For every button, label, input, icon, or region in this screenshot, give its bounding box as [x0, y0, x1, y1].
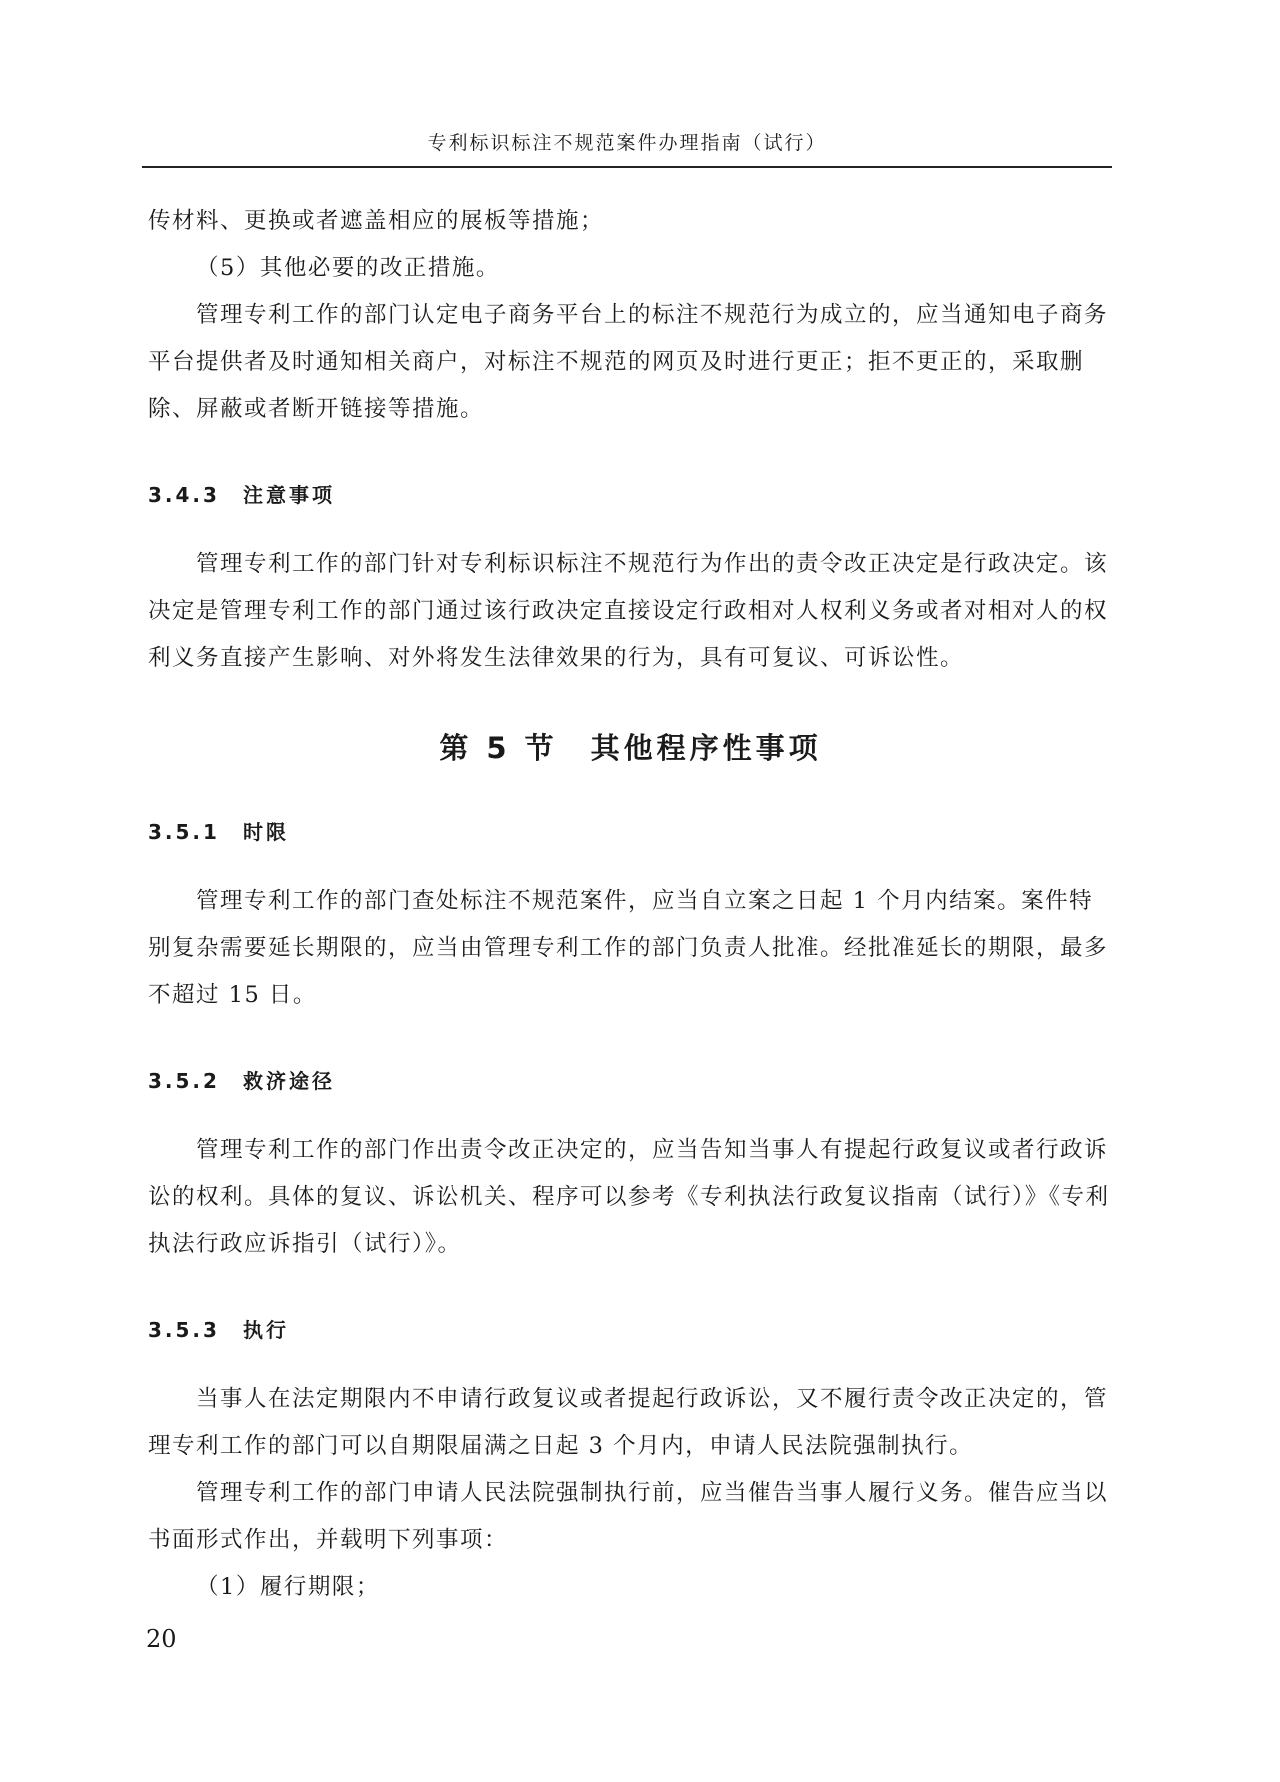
subsection-heading-3-5-2: 3.5.2 救济途径 — [148, 1069, 335, 1093]
paragraph: 管理专利工作的部门申请人民法院强制执行前，应当催告当事人履行义务。催告应当以书面形式作出，并载明下列事项： — [148, 1480, 1109, 1553]
section-title: 第 5 节 其他程序性事项 — [439, 731, 822, 765]
paragraph: 管理专利工作的部门查处标注不规范案件，应当自立案之日起 1 个月内结案。案件特别复杂需要延长期限的，应当由管理专利工作的部门负责人批准。经批准延长的期限，最多不超过 15 日。 — [148, 888, 1109, 1008]
paragraph: 管理专利工作的部门作出责令改正决定的，应当告知当事人有提起行政复议或者行政诉讼的权利。具体的复议、诉讼机关、程序可以参考《专利执法行政复议指南（试行）》《专利执法行政应诉指引（试行）》。 — [148, 1137, 1110, 1257]
running-header: 专利标识标注不规范案件办理指南（试行） — [427, 132, 827, 154]
page-body — [148, 198, 1113, 1611]
page-number: 20 — [146, 1625, 177, 1653]
subsection-heading-3-5-1: 3.5.1 时限 — [148, 820, 289, 844]
list-item: （5）其他必要的改正措施。 — [196, 255, 500, 281]
list-item: （1）履行期限； — [196, 1574, 380, 1600]
subsection-heading-3-5-3: 3.5.3 执行 — [148, 1318, 289, 1342]
paragraph: 当事人在法定期限内不申请行政复议或者提起行政诉讼，又不履行责令改正决定的，管理专利工作的部门可以自期限届满之日起 3 个月内，申请人民法院强制执行。 — [148, 1386, 1109, 1459]
header-rule — [142, 166, 1112, 168]
subsection-heading-3-4-3: 3.4.3 注意事项 — [148, 483, 335, 507]
paragraph: 管理专利工作的部门针对专利标识标注不规范行为作出的责令改正决定是行政决定。该决定是管理专利工作的部门通过该行政决定直接设定行政相对人权利义务或者对相对人的权利义务直接产生影响、对外将发生法律效果的行为，具有可复议、可诉讼性。 — [148, 551, 1109, 671]
paragraph: 管理专利工作的部门认定电子商务平台上的标注不规范行为成立的，应当通知电子商务平台提供者及时通知相关商户，对标注不规范的网页及时进行更正；拒不更正的，采取删除、屏蔽或者断开链接等措施。 — [148, 302, 1109, 422]
paragraph: 传材料、更换或者遮盖相应的展板等措施； — [148, 208, 605, 234]
